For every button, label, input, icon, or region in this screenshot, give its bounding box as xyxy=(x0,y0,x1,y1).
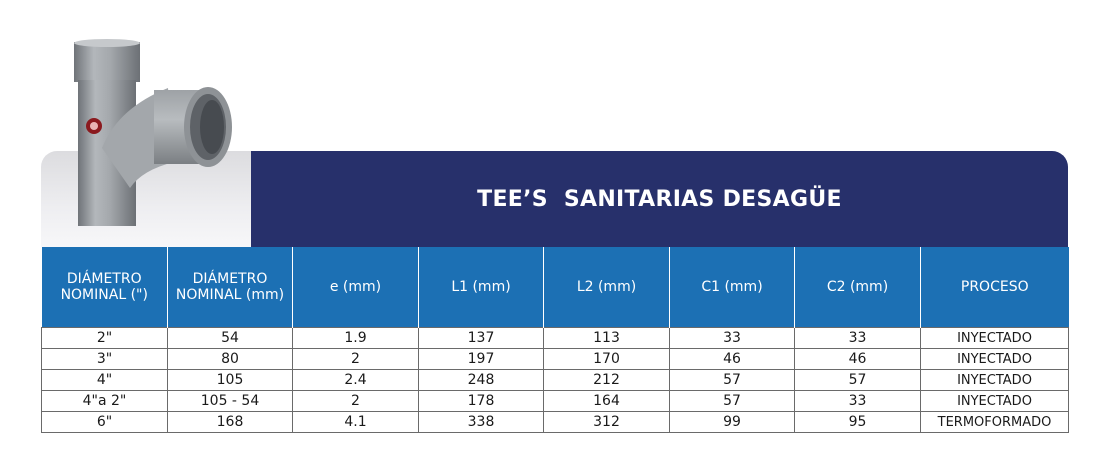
header-proceso: PROCESO xyxy=(921,247,1069,328)
cell-l1: 197 xyxy=(419,349,544,370)
header-diametro-pulgadas: DIÁMETRO NOMINAL (") xyxy=(42,247,168,328)
cell-c1: 57 xyxy=(670,370,795,391)
tee-fitting-image xyxy=(56,38,266,234)
table-row xyxy=(42,328,1069,349)
header-c2: C2 (mm) xyxy=(795,247,921,328)
table-row xyxy=(42,370,1069,391)
cell-c1: 57 xyxy=(670,391,795,412)
table-header-row xyxy=(42,247,1069,328)
header-l2: L2 (mm) xyxy=(544,247,670,328)
header-l1: L1 (mm) xyxy=(419,247,544,328)
header-diametro-mm: DIÁMETRO NOMINAL (mm) xyxy=(168,247,293,328)
cell-diametro-pulgadas: 2" xyxy=(42,328,168,349)
header-c1: C1 (mm) xyxy=(670,247,795,328)
cell-diametro-mm: 105 xyxy=(168,370,293,391)
cell-c1: 99 xyxy=(670,412,795,433)
cell-l2: 113 xyxy=(544,328,670,349)
table-row xyxy=(42,349,1069,370)
cell-c2: 46 xyxy=(795,349,921,370)
cell-diametro-mm: 54 xyxy=(168,328,293,349)
title-band xyxy=(251,151,1068,247)
cell-proceso: TERMOFORMADO xyxy=(921,412,1069,433)
cell-c1: 46 xyxy=(670,349,795,370)
cell-diametro-pulgadas: 3" xyxy=(42,349,168,370)
cell-proceso: INYECTADO xyxy=(921,391,1069,412)
cell-l2: 212 xyxy=(544,370,670,391)
cell-diametro-mm: 168 xyxy=(168,412,293,433)
cell-e: 2 xyxy=(293,349,419,370)
table-row xyxy=(42,391,1069,412)
table-row xyxy=(42,412,1069,433)
cell-diametro-mm: 80 xyxy=(168,349,293,370)
specs-table xyxy=(41,247,1069,433)
cell-e: 1.9 xyxy=(293,328,419,349)
cell-diametro-pulgadas: 6" xyxy=(42,412,168,433)
cell-l2: 164 xyxy=(544,391,670,412)
page-title: TEE’S SANITARIAS DESAGÜE xyxy=(477,186,842,212)
cell-diametro-pulgadas: 4" xyxy=(42,370,168,391)
cell-proceso: INYECTADO xyxy=(921,349,1069,370)
cell-e: 2.4 xyxy=(293,370,419,391)
cell-l1: 338 xyxy=(419,412,544,433)
cell-l2: 170 xyxy=(544,349,670,370)
cell-l1: 178 xyxy=(419,391,544,412)
header-e: e (mm) xyxy=(293,247,419,328)
cell-c2: 57 xyxy=(795,370,921,391)
cell-c2: 33 xyxy=(795,391,921,412)
cell-c2: 33 xyxy=(795,328,921,349)
cell-diametro-mm: 105 - 54 xyxy=(168,391,293,412)
cell-c2: 95 xyxy=(795,412,921,433)
cell-proceso: INYECTADO xyxy=(921,328,1069,349)
cell-l2: 312 xyxy=(544,412,670,433)
cell-e: 2 xyxy=(293,391,419,412)
cell-e: 4.1 xyxy=(293,412,419,433)
cell-c1: 33 xyxy=(670,328,795,349)
cell-diametro-pulgadas: 4"a 2" xyxy=(42,391,168,412)
cell-proceso: INYECTADO xyxy=(921,370,1069,391)
cell-l1: 137 xyxy=(419,328,544,349)
cell-l1: 248 xyxy=(419,370,544,391)
